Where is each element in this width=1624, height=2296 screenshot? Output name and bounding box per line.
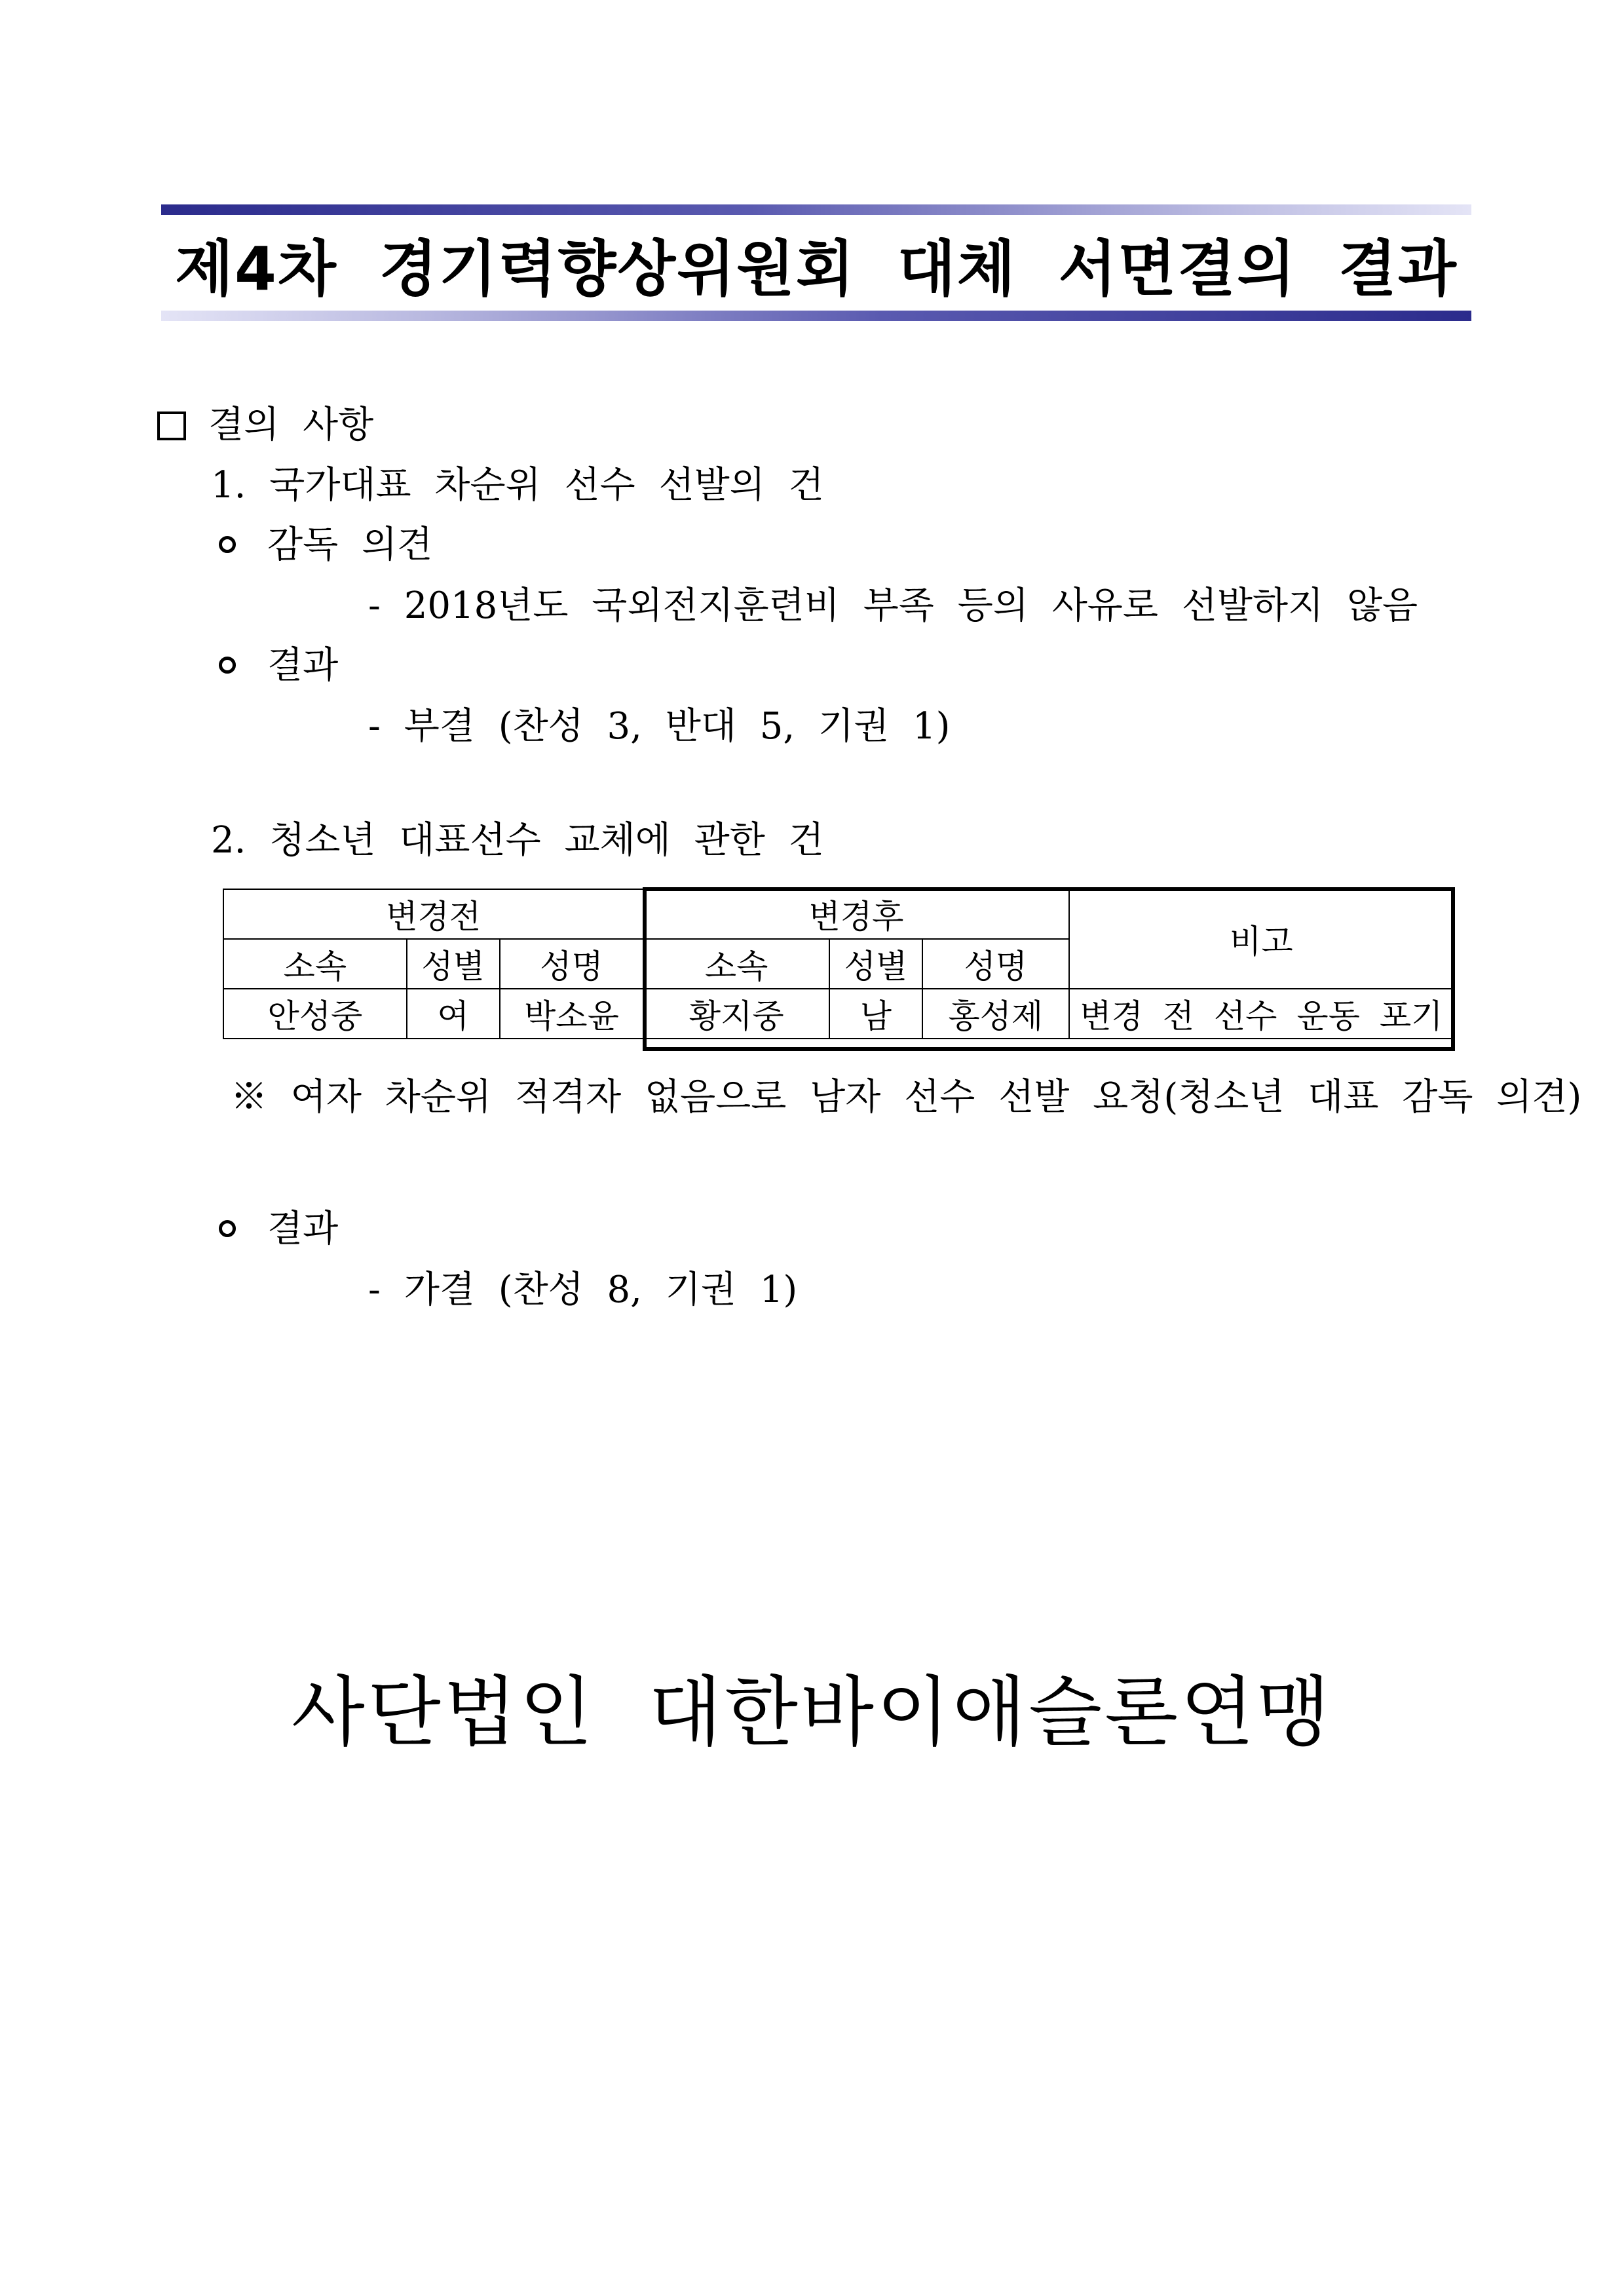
item1-result-text: - 부결 (찬성 3, 반대 5, 기권 1) [368,705,951,748]
item2-result-text: - 가결 (찬성 8, 기권 1) [368,1269,798,1311]
item2-note: ※ 여자 차순위 적격자 없음으로 남자 선수 선발 요청(청소년 대표 감독 의견) [231,1076,1582,1119]
col-gender-before: 성별 [407,939,500,989]
circle-bullet-icon [219,1220,236,1237]
col-name-before: 성명 [500,939,644,989]
cell-note: 변경 전 선수 운동 포기 [1069,989,1454,1039]
header-before: 변경전 [223,889,643,939]
circle-bullet-icon [219,536,236,553]
header-after: 변경후 [643,889,1068,939]
item1-title: 1. 국가대표 차순위 선수 선발의 건 [211,464,824,507]
header-note: 비고 [1069,889,1454,989]
checkbox-icon [157,411,186,440]
item1-opinion-label: 감독 의견 [267,524,433,566]
cell-name-after: 홍성제 [922,989,1069,1039]
document-title: 제4차 경기력향상위원회 대체 서면결의 결과 [175,234,1458,304]
section-heading: 결의 사항 [208,404,374,446]
col-affiliation-before: 소속 [223,939,407,989]
title-top-rule [161,204,1471,215]
col-name-after: 성명 [922,939,1069,989]
table-row [223,989,1454,1039]
col-gender-after: 성별 [829,939,922,989]
item1-result-label: 결과 [267,644,339,687]
item1-opinion-text: - 2018년도 국외전지훈련비 부족 등의 사유로 선발하지 않음 [368,584,1418,627]
cell-gender-before: 여 [407,989,500,1039]
cell-affiliation-after: 황지중 [643,989,829,1039]
circle-bullet-icon [219,657,236,674]
cell-gender-after: 남 [829,989,922,1039]
player-change-table [223,889,1454,1039]
title-bottom-rule [161,311,1471,321]
cell-name-before: 박소윤 [500,989,644,1039]
organization-name: 사단법인 대한바이애슬론연맹 [291,1668,1333,1757]
col-affiliation-after: 소속 [643,939,829,989]
item2-result-label: 결과 [267,1208,339,1250]
cell-affiliation-before: 안성중 [223,989,407,1039]
item2-title: 2. 청소년 대표선수 교체에 관한 건 [211,819,824,862]
